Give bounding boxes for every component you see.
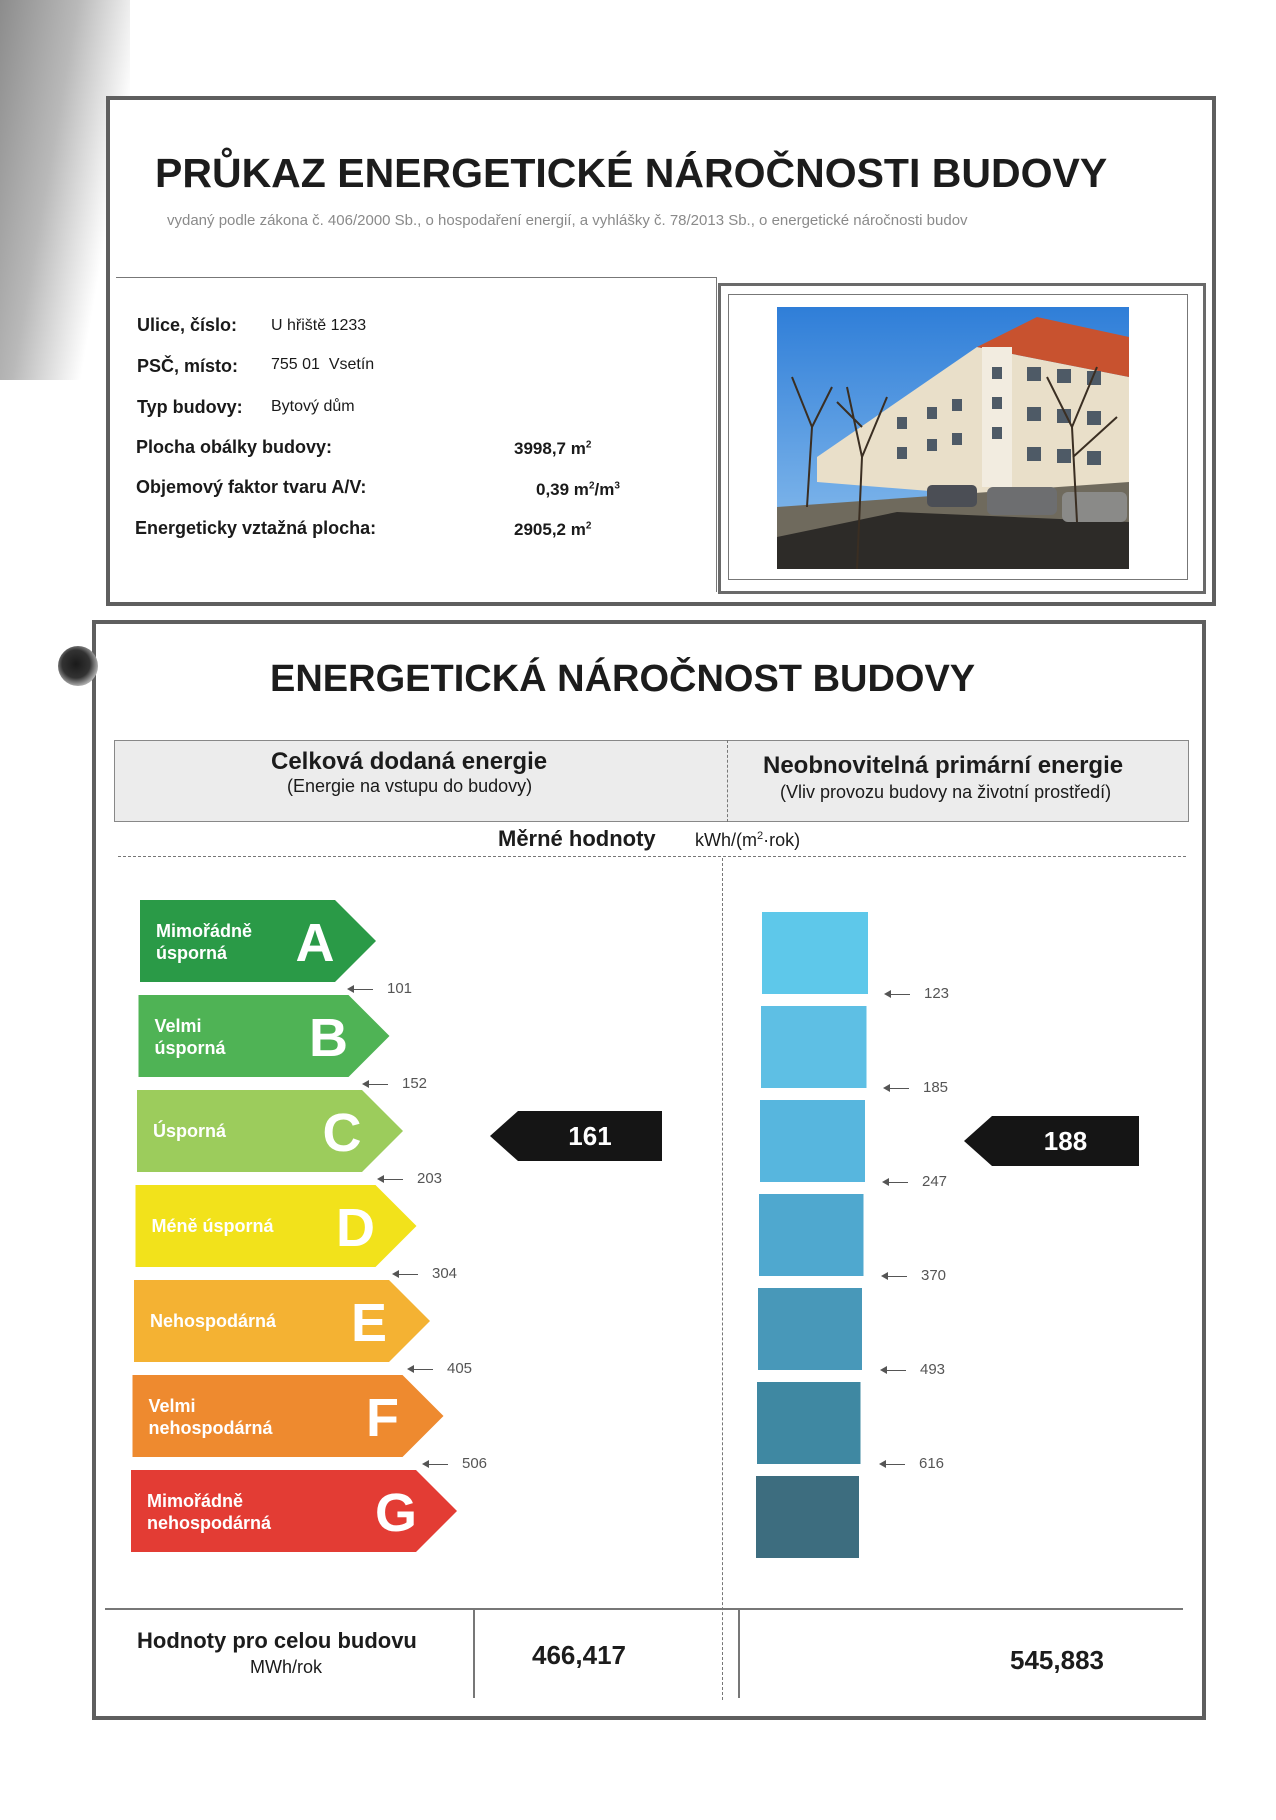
primary-threshold: 247 <box>884 1173 947 1190</box>
reference-area-value: 2905,2 $m^2$ <box>514 520 592 539</box>
building-type-label: Typ budovy: <box>137 397 243 417</box>
delivered-energy-marker: 161 <box>518 1111 662 1161</box>
energy-class-letter: B <box>309 1008 348 1068</box>
energy-class-letter: G <box>374 1483 418 1543</box>
delivered-threshold: 152 <box>364 1075 427 1092</box>
psc-label: PSČ, místo: <box>137 356 239 376</box>
totals-label: Hodnoty pro celou budovu <box>137 1628 417 1653</box>
shape-factor-value: 0,39 $m^2/m^3$ <box>536 480 620 499</box>
energy-class-letter: D <box>336 1198 375 1258</box>
primary-energy-band <box>760 1100 865 1182</box>
totals-delivered-value: 466,417 <box>532 1640 626 1670</box>
delivered-energy-subtitle: (Energie na vstupu do budovy) <box>287 776 533 796</box>
energy-class-f <box>133 1375 444 1457</box>
energy-class-label: Nehospodárná <box>150 1311 277 1331</box>
delivered-threshold: 101 <box>349 980 412 997</box>
delivered-threshold: 405 <box>409 1360 472 1377</box>
energy-class-label: úsporná <box>156 943 228 963</box>
rating-title: ENERGETICKÁ NÁROČNOST BUDOVY <box>270 658 976 700</box>
energy-class-label: úsporná <box>154 1038 226 1058</box>
primary-energy-band <box>759 1194 864 1276</box>
primary-energy-band <box>761 1006 867 1088</box>
energy-class-label: nehospodárná <box>147 1513 272 1533</box>
energy-class-e <box>134 1280 430 1362</box>
street-label: Ulice, číslo: <box>137 315 238 335</box>
energy-class-letter: A <box>295 913 335 973</box>
energy-class-label: Velmi <box>148 1396 196 1416</box>
street-value: U hřiště 1233 <box>271 317 367 334</box>
totals-primary-value: 545,883 <box>1010 1645 1104 1675</box>
primary-energy-subtitle: (Vliv provozu budovy na životní prostředí) <box>780 782 1112 802</box>
energy-class-g <box>131 1470 457 1552</box>
primary-energy-band <box>758 1288 862 1370</box>
energy-class-b <box>139 995 390 1077</box>
energy-class-label: Méně úsporná <box>151 1216 274 1236</box>
primary-threshold: 616 <box>881 1455 944 1472</box>
envelope-area-label: Plocha obálky budovy: <box>136 437 333 457</box>
energy-class-label: Velmi <box>154 1016 202 1036</box>
primary-energy-band <box>756 1476 859 1558</box>
primary-energy-band <box>757 1382 861 1464</box>
totals-divider-2 <box>738 1610 740 1698</box>
primary-threshold: 123 <box>886 985 949 1002</box>
document-subtitle: vydaný podle zákona č. 406/2000 Sb., o hospodaření energií, a vyhlášky č. 78/2013 Sb., o energetické náročnosti budov <box>167 212 968 229</box>
envelope-area-value: 3998,7 $m^2$ <box>514 439 592 458</box>
energy-class-a <box>140 900 376 982</box>
energy-class-letter: E <box>350 1293 388 1353</box>
delivered-energy-title: Celková dodaná energie <box>271 748 548 775</box>
primary-threshold: 370 <box>883 1267 946 1284</box>
energy-class-letter: F <box>366 1388 399 1448</box>
primary-energy-title: Neobnovitelná primární energie <box>763 752 1124 779</box>
specific-values-unit: kWh/$(m^2\cdot rok)$ <box>695 830 801 850</box>
totals-divider-1 <box>473 1610 475 1698</box>
totals-unit: MWh/rok <box>250 1657 322 1677</box>
primary-threshold: 185 <box>885 1079 948 1096</box>
primary-energy-marker: 188 <box>992 1116 1139 1166</box>
psc-value: 755 01 Vsetín <box>271 356 375 373</box>
specific-values-label: Měrné hodnoty <box>498 826 656 851</box>
energy-class-label: Mimořádně <box>156 921 253 941</box>
delivered-threshold: 506 <box>424 1455 487 1472</box>
delivered-threshold: 203 <box>379 1170 442 1187</box>
energy-class-label: Mimořádně <box>147 1491 244 1511</box>
document-title: PRŮKAZ ENERGETICKÉ NÁROČNOSTI BUDOVY <box>155 150 1108 196</box>
reference-area-label: Energeticky vztažná plocha: <box>135 518 377 538</box>
energy-class-d <box>136 1185 417 1267</box>
shape-factor-label: Objemový faktor tvaru A/V: <box>136 477 367 497</box>
primary-threshold: 493 <box>882 1361 945 1378</box>
energy-class-label: Úsporná <box>153 1121 227 1141</box>
delivered-threshold: 304 <box>394 1265 457 1282</box>
building-type-value: Bytový dům <box>271 398 355 415</box>
energy-class-c <box>137 1090 403 1172</box>
energy-class-letter: C <box>322 1103 362 1163</box>
primary-energy-band <box>762 912 868 994</box>
energy-class-label: nehospodárná <box>148 1418 273 1438</box>
